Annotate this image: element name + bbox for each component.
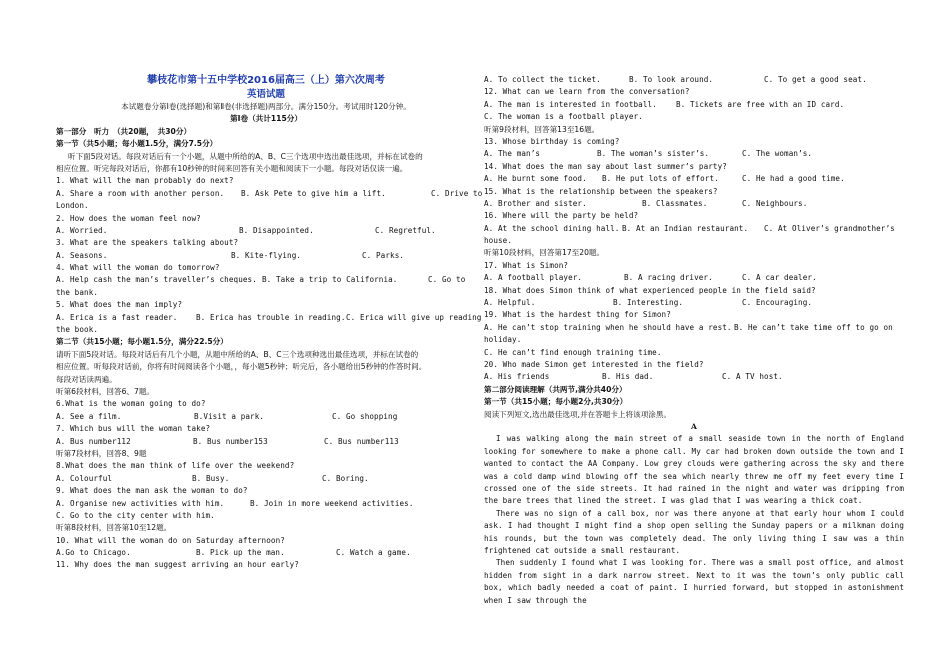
question-19-option-c: C. He can’t find enough training time. [484, 347, 662, 357]
option-a: A. The man’s [484, 149, 541, 159]
option-a: A. The man is interested in football. [484, 99, 657, 109]
option-b: B. Erica has trouble in reading. [196, 312, 346, 322]
option-c: C. Erica will give up reading [346, 312, 482, 322]
question-8: 8.What does the man think of life over the weekend? [56, 461, 295, 471]
option-b: B. Tickets are free with an ID card. [676, 99, 845, 109]
option-a: A. Helpful. [484, 298, 536, 308]
option-a: A. Seasons. [56, 250, 108, 260]
question-5-options [56, 312, 482, 324]
question-17: 17. What is Simon? [484, 260, 569, 270]
option-c: C. Go shopping [332, 411, 398, 421]
option-a: A. A football player. [484, 273, 583, 283]
option-a: A. His friends [484, 372, 550, 382]
question-8-options [56, 473, 476, 485]
question-10-options [56, 547, 476, 559]
option-b: B. Join in more weekend activities. [250, 498, 414, 508]
option-c: C. Encouraging. [742, 298, 813, 308]
option-b: B. He put lots of effort. [602, 174, 719, 184]
option-a: A. Help cash the man’s traveller’s cheques. [56, 275, 257, 285]
question-19: 19. What is the hardest thing for Simon? [484, 310, 671, 320]
part-two-section-one: 第一节（共15小题；每小题2分,共30分） [484, 397, 628, 407]
question-7-options [56, 436, 476, 448]
question-13: 13. Whose birthday is coming? [484, 136, 620, 146]
option-b: B.Visit a park. [194, 411, 265, 421]
section-one-instruction: 听下面5段对话。每段对话后有一个小题，从题中所给的A、B、C三个选项中选出最佳选项，并标在试卷的 [68, 151, 423, 161]
question-3-options [56, 250, 476, 262]
option-a: A. Brother and sister. [484, 198, 587, 208]
exam-title: 攀枝花市第十五中学校2016届高三（上）第六次周考 [147, 75, 385, 86]
question-12: 12. What can we learn from the conversation? [484, 87, 690, 97]
question-12-option-c: C. The woman is a football player. [484, 112, 643, 122]
option-a: A. See a film. [56, 411, 122, 421]
section-one-instruction: 相应位置。听完每段对话后，你都有10秒钟的时间来回答有关小题和阅读下一小题。每段对话仅读一遍。 [56, 163, 408, 173]
option-b: B. At an Indian restaurant. [622, 223, 749, 233]
option-a: A. Organise new activities with him. [56, 498, 225, 508]
question-16-options [484, 223, 904, 235]
option-b: B. His dad. [602, 372, 654, 382]
question-17-options [484, 272, 904, 284]
passage-label: A [691, 421, 697, 431]
question-1-option-c-cont: London. [56, 201, 89, 211]
option-c: C. A TV host. [722, 372, 783, 382]
passage-paragraph: Then suddenly I found what I was looking for. There was a small post office, and almost hidden from sight in a dark narrow street. Next to it was the town’s only public call box, which badly needed a coat of paint. I hurried forward, but stopped in astonishment when I saw through the [484, 558, 904, 605]
option-b: B. Interesting. [613, 298, 684, 308]
option-b: B. Busy. [192, 473, 230, 483]
question-1: 1. What will the man probably do next? [56, 176, 234, 186]
exam-subtitle: 英语试题 [246, 89, 285, 100]
right-column [484, 0, 904, 605]
volume-one-heading: 第Ⅰ卷（共计115分） [230, 114, 302, 124]
option-c: C. A car dealer. [742, 273, 817, 283]
option-a: A.Go to Chicago. [56, 548, 131, 558]
question-4-option-c-cont: the bank. [56, 287, 99, 297]
question-12-options [484, 99, 904, 111]
question-15: 15. What is the relationship between the speakers? [484, 186, 718, 196]
option-c: C. Neighbours. [742, 198, 808, 208]
question-10: 10. What will the woman do on Saturday afternoon? [56, 535, 285, 545]
passage-paragraph: There was no sign of a call box, nor was there anyone at that early hour whom I could ask. I had thought I might find a shop open selling the Sunday papers or a milkman doing his rounds, but the town was completely dead. The only living thing I saw was a thin frightened cat outside a small restaurant. [484, 508, 904, 555]
option-b: B. Classmates. [642, 198, 708, 208]
option-c: C. Parks. [362, 250, 405, 260]
question-19-options [484, 322, 904, 334]
section-two-instruction: 每段对话读两遍。 [56, 374, 117, 384]
question-18-options [484, 297, 904, 309]
option-c: C. Drive to [431, 188, 483, 198]
option-c: C. The woman’s. [742, 149, 813, 159]
part-two-instruction: 阅读下列短文,选出最佳选项,并在答题卡上将该项涂黑。 [484, 409, 672, 419]
section-two-instruction: 请听下面5段对话。每段对话后有几个小题，从题中所给的A、B、C三个选项种选出最佳选项，并标在试卷的 [56, 349, 419, 359]
option-b: B. Disappointed. [239, 225, 314, 235]
option-c: C. Boring. [322, 473, 369, 483]
question-1-options [56, 188, 483, 200]
option-a: A. Share a room with another person. [56, 188, 225, 198]
option-a: A. He can’t stop training when he should have a rest. [484, 322, 732, 332]
option-b: B. Take a trip to California. [262, 275, 398, 285]
passage-paragraph: I was walking along the main street of a small seaside town in the north of England looking for somewhere to make a phone call. My car had broken down outside the town and I wanted to contact the AA Company. Low grey clouds were gathering across the sky and there was a cold damp wind blowing off the sea which nearly threw me off my feet every time I crossed one of the side streets. It had rained in the night and water was dripping from the bare trees that lined the street. I was glad that I was wearing a thick coat. [484, 434, 904, 506]
option-a: A. At the school dining hall. [484, 223, 620, 233]
option-c: C. Bus number113 [324, 436, 399, 446]
question-14: 14. What does the man say about last summer’s party? [484, 161, 727, 171]
left-column [56, 0, 483, 572]
question-6-options [56, 411, 476, 423]
part-two-title: 第二部分阅读理解（共两节,满分共40分） [484, 384, 627, 394]
question-3: 3. What are the speakers talking about? [56, 238, 239, 248]
material-8-note: 听第8段材料，回答第10至12题。 [56, 523, 172, 533]
question-5-option-c-cont: the book. [56, 325, 99, 335]
question-15-options [484, 198, 904, 210]
option-b: B. To look around. [629, 75, 714, 84]
material-9-note: 听第9段材料，回答第13至16题。 [484, 124, 600, 134]
option-b: B. Kite-flying. [231, 250, 302, 260]
option-a: A. Erica is a fast reader. [56, 312, 178, 322]
question-6: 6.What is the woman going to do? [56, 399, 206, 409]
option-b: B. He can’t take time off to go on [734, 322, 893, 332]
section-one-title: 第一节（共5小题；每小题1.5分，满分7.5分） [56, 139, 218, 149]
question-4: 4. What will the woman do tomorrow? [56, 263, 220, 273]
question-13-options [484, 148, 904, 160]
question-5: 5. What does the man imply? [56, 300, 183, 310]
question-9-options [56, 498, 476, 510]
option-c: C. Go to [428, 275, 466, 285]
question-14-options [484, 173, 904, 185]
question-18: 18. What does Simon think of what experienced people in the field said? [484, 285, 816, 295]
option-b: B. Bus number153 [193, 436, 268, 446]
question-11: 11. Why does the man suggest arriving an hour early? [56, 560, 299, 570]
option-c: C. To get a good seat. [764, 75, 867, 84]
option-b: B. A racing driver. [624, 273, 713, 283]
option-a: A. Bus number112 [56, 436, 131, 446]
option-a: A. Colourful [56, 473, 113, 483]
question-19-option-b-cont: holiday. [484, 335, 522, 345]
question-11-options [484, 74, 904, 86]
question-7: 7. Which bus will the woman take? [56, 424, 211, 434]
section-two-title: 第二节（共15小题；每小题1.5分，满分22.5分） [56, 337, 228, 347]
question-9: 9. What does the man ask the woman to do? [56, 486, 248, 496]
option-a: A. Worried. [56, 225, 108, 235]
option-b: B. Pick up the man. [196, 548, 285, 558]
exam-intro: 本试题卷分第Ⅰ卷(选择题)和第Ⅱ卷(非选择题)两部分。满分150分。考试用时120分钟。 [121, 102, 411, 111]
option-c: C. Regretful. [375, 225, 436, 235]
option-c: C. Watch a game. [336, 548, 411, 558]
part-one-title: 第一部分 听力 （共20题， 共30分） [56, 126, 192, 136]
question-4-options [56, 274, 476, 286]
material-7-note: 听第7段材料，回答8、9题 [56, 448, 147, 458]
option-b: B. Ask Pete to give him a lift. [241, 188, 386, 198]
question-2: 2. How does the woman feel now? [56, 213, 201, 223]
question-9-option-c: C. Go to the city center with him. [56, 510, 215, 520]
question-16: 16. Where will the party be held? [484, 211, 639, 221]
option-c: C. He had a good time. [742, 174, 845, 184]
option-b: B. The woman’s sister’s. [597, 149, 710, 159]
question-20: 20. Who made Simon get interested in the field? [484, 359, 704, 369]
question-2-options [56, 225, 476, 237]
material-10-note: 听第10段材料，回答第17至20题。 [484, 248, 605, 258]
question-20-options [484, 371, 904, 383]
option-a: A. To collect the ticket. [484, 75, 601, 84]
question-16-option-c-cont: house. [484, 236, 513, 246]
option-a: A. He burnt some food. [484, 174, 587, 184]
option-c: C. At Oliver’s grandmother’s [764, 223, 895, 233]
section-two-instruction: 相应位置。听每段对话前，你将有时间阅读各个小题，，每小题5秒钟；听完后，各小题给出5秒钟的作答时间。 [56, 362, 427, 372]
material-6-note: 听第6段材料，回答6、7题。 [56, 386, 155, 396]
